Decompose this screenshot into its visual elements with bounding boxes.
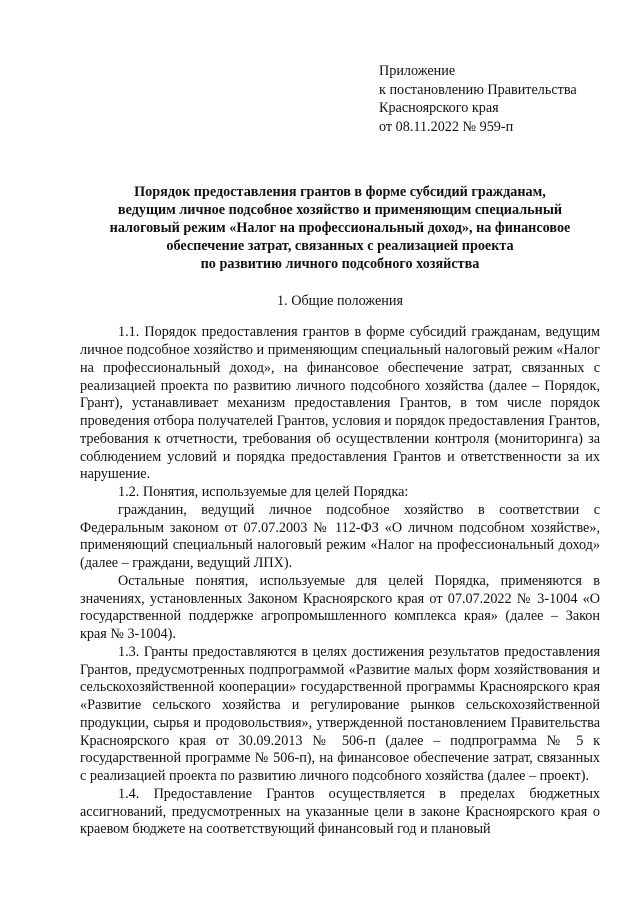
title-line: обеспечение затрат, связанных с реализацией проекта [166,237,514,254]
paragraph-other-terms: Остальные понятия, используемые для целей Порядка, применяются в значениях, установленных Законом Красноярского края от 07.07.2022 № 3-1004 «О государственной поддержке агропромышленного комплекса края» (далее – Закон края № 3-1004). [80,572,600,643]
paragraph-1-2: 1.2. Понятия, используемые для целей Порядка: [118,484,409,501]
document-body [80,324,600,839]
appendix-block [379,62,600,136]
appendix-line: от 08.11.2022 № 959-п [379,118,514,135]
title-line: Порядок предоставления грантов в форме субсидий гражданам, [134,184,546,201]
title-line: ведущим личное подсобное хозяйство и применяющим специальный [117,202,563,219]
document-title [80,184,600,273]
title-line: по развитию личного подсобного хозяйства [200,255,480,272]
title-line: налоговый режим «Налог на профессиональный доход», на финансовое [109,219,571,236]
appendix-line: Красноярского края [379,100,499,117]
section-heading: 1. Общие положения [277,293,403,310]
appendix-line: Приложение [379,63,456,79]
paragraph-1-1: 1.1. Порядок предоставления грантов в форме субсидий гражданам, ведущим личное подсобное хозяйство и применяющим специальный налоговый режим «Налог на профессиональный доход», на финансовое обеспечение затрат, связанных с реализацией проекта по развитию личного подсобного хозяйства (далее – Порядок, Грант), устанавливает механизм предоставления Грантов, в том числе порядок проведения отбора получателей Грантов, условия и порядок предоставления Грантов, требования к отчетности, требования об осуществлении контроля (мониторинга) за соблюдением условий и порядка предоставления Грантов и ответственности за их нарушение. [80,324,600,483]
paragraph-definition: гражданин, ведущий личное подсобное хозяйство в соответствии с Федеральным законом от 07.07.2003 № 112-ФЗ «О личном подсобном хозяйстве», применяющий специальный налоговый режим «Налог на профессиональный доход» (далее – граждани, ведущий ЛПХ). [80,501,600,572]
appendix-line: к постановлению Правительства [379,81,577,98]
paragraph-1-3: 1.3. Гранты предоставляются в целях достижения результатов предоставления Грантов, предусмотренных подпрограммой «Развитие малых форм хозяйствования и сельскохозяйственной кооперации» государственной программы Красноярского края «Развитие сельского хозяйства и регулирование рынков сельскохозяйственной продукции, сырья и продовольствия», утвержденной постановлением Правительства Красноярского края от 30.09.2013 № 506-п (далее – подпрограмма № 5 к государственной программе № 506-п), на финансовое обеспечение затрат, связанных с реализацией проекта по развитию личного подсобного хозяйства (далее – проект). [80,643,600,785]
paragraph-1-4: 1.4. Предоставление Грантов осуществляется в пределах бюджетных ассигнований, предусмотренных на указанные цели в законе Красноярского края о краевом бюджете на соответствующий финансовый год и плановый [80,785,600,838]
